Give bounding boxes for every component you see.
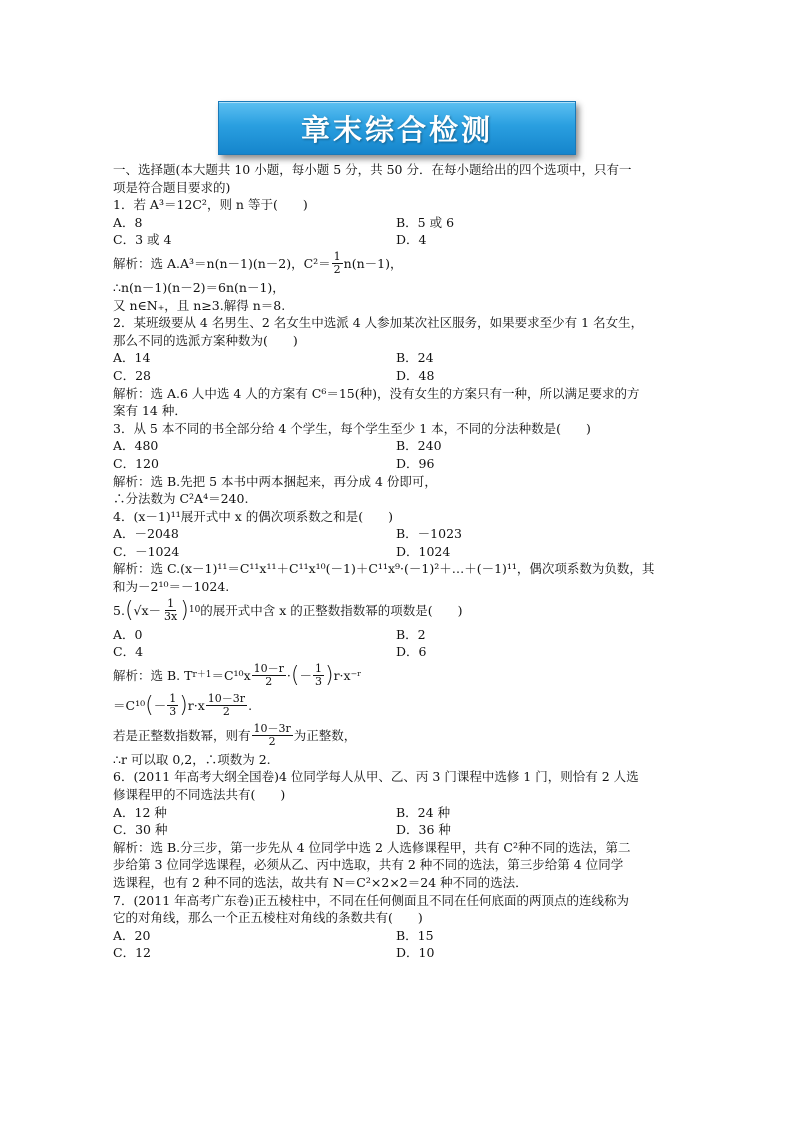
question-3-options (113, 455, 682, 473)
option-b: B．24 种 (396, 804, 451, 820)
question-6-options (113, 804, 682, 822)
fraction: $\frac{1}{3x}$ (164, 597, 178, 624)
question-7-stem: 7．(2011 年高考广东卷)正五棱柱中，不同在任何侧面且不同在任何底面的两顶点的连线称为 (113, 892, 629, 908)
question-3-options (113, 437, 682, 455)
question-5-stem: 5. ( √x－ $\frac{1}{3x}$ ) 10 的展开式中含 x 的正整数指数幂的项数是( ) (113, 597, 463, 624)
option-a: A．20 (113, 927, 151, 943)
question-2-stem-cont: 那么不同的选派方案种数为( ) (113, 332, 298, 348)
option-d: D．6 (396, 644, 427, 660)
option-d: D．96 (396, 455, 435, 471)
option-a: A．14 (113, 350, 151, 366)
question-3-solution-line: ∴分法数为 C²A⁴＝240. (113, 491, 249, 507)
question-5-options (113, 626, 682, 644)
question-4-solution: 解析：选 C.(x－1)¹¹＝C¹¹x¹¹＋C¹¹x¹⁰(－1)＋C¹¹x⁹·(－1)²＋…＋(－1)¹¹，偶次项系数为负数，其 (113, 561, 655, 577)
fraction: $\frac{10-r}{2}$ (253, 662, 284, 689)
section-heading: 一、选择题(本大题共 10 小题，每小题 5 分，共 50 分．在每小题给出的四个选项中，只有一 (113, 162, 632, 177)
question-1-stem: 1．若 A³＝12C²，则 n 等于( ) (113, 197, 308, 213)
fraction: $\frac{10-3r}{2}$ (207, 692, 246, 719)
question-7-options (113, 944, 682, 962)
fraction: $\frac{1}{2}$ (333, 250, 341, 277)
question-1-options (113, 214, 682, 232)
question-2-options (113, 349, 682, 367)
question-6-stem: 6．(2011 年高考大纲全国卷)4 位同学每人从甲、乙、丙 3 门课程中选修 1 门，则恰有 2 人选 (113, 769, 639, 785)
option-c: C．3 或 4 (113, 232, 172, 248)
question-4-options (113, 543, 682, 561)
question-5-options (113, 643, 682, 661)
question-2-solution-line: 案有 14 种． (113, 403, 187, 419)
option-b: B．5 或 6 (396, 214, 455, 230)
question-2-stem: 2．某班级要从 4 名男生、2 名女生中选派 4 人参加某次社区服务，如果要求至少有 1 名女生， (113, 315, 644, 331)
option-a: A．－2048 (113, 526, 179, 542)
option-b: B．240 (396, 438, 442, 454)
question-1-solution-line: 又 n∈N₊，且 n≥3.解得 n＝8. (113, 297, 286, 313)
question-6-solution-line: 选课程，也有 2 种不同的选法，故共有 N＝C²×2×2＝24 种不同的选法． (113, 875, 528, 890)
question-6-stem-cont: 修课程甲的不同选法共有( ) (113, 787, 286, 803)
option-b: B．2 (396, 626, 426, 642)
option-d: D．1024 (396, 543, 451, 559)
option-d: D．10 (396, 945, 435, 961)
question-5-solution: 解析：选 B. T r＋1 ＝C¹⁰x $\frac{10-r}{2}$ · ( － $\frac{1}{3}$ ) r·x⁻ʳ (113, 662, 362, 689)
question-3-solution: 解析：选 B.先把 5 本书中两本捆起来，再分成 4 份即可， (113, 473, 437, 489)
question-2-options (113, 367, 682, 385)
question-7-options (113, 927, 682, 945)
question-2-solution: 解析：选 A.6 人中选 4 人的方案有 C⁶＝15(种)，没有女生的方案只有一种，所以满足要求的方 (113, 385, 640, 401)
question-1-options (113, 231, 682, 249)
option-a: A．0 (113, 626, 143, 642)
question-4-solution-line: 和为－2¹⁰＝－1024. (113, 579, 230, 595)
option-d: D．4 (396, 232, 427, 248)
fraction: $\frac{1}{3}$ (169, 692, 177, 719)
option-a: A．8 (113, 214, 143, 230)
question-6-solution-line: 步给第 3 位同学选课程，必须从乙、丙中选取，共有 2 种不同的选法，第三步给第 4 位同学 (113, 857, 624, 873)
option-b: B．－1023 (396, 526, 462, 542)
question-6-solution: 解析：选 B.分三步，第一步先从 4 位同学中选 2 人选修课程甲，共有 C²种不同的选法，第二 (113, 839, 631, 855)
question-1-solution: 解析：选 A.A³＝n(n－1)(n－2)，C²＝ $\frac{1}{2}$ n(n－1)， (113, 250, 403, 277)
fraction: $\frac{10-3r}{2}$ (253, 722, 291, 749)
question-7-stem-cont: 它的对角线，那么一个正五棱柱对角线的条数共有( ) (113, 910, 423, 926)
option-d: D．48 (396, 367, 435, 383)
option-c: C．4 (113, 644, 144, 660)
question-5-solution-line: ＝C¹⁰ ( － $\frac{1}{3}$ ) r·x $\frac{10-3r}{2}$ . (113, 692, 253, 719)
option-c: C．30 种 (113, 822, 168, 838)
question-6-options (113, 821, 682, 839)
option-c: C．－1024 (113, 543, 180, 559)
question-4-options (113, 525, 682, 543)
section-heading-cont: 项是符合题目要求的) (113, 179, 231, 195)
question-4-stem: 4．(x－1)¹¹展开式中 x 的偶次项系数之和是( ) (113, 508, 393, 524)
option-a: A．480 (113, 438, 159, 454)
question-1-solution-line: ∴n(n－1)(n－2)＝6n(n－1)， (113, 279, 285, 295)
question-5-solution-line: 若是正整数指数幂，则有 $\frac{10-3r}{2}$ 为正整数， (113, 722, 357, 749)
option-c: C．12 (113, 945, 151, 961)
option-b: B．24 (396, 350, 434, 366)
option-d: D．36 种 (396, 822, 451, 838)
question-3-stem: 3．从 5 本不同的书全部分给 4 个学生，每个学生至少 1 本，不同的分法种数是( ) (113, 420, 591, 436)
question-5-solution-line: ∴r 可以取 0,2，∴项数为 2. (113, 751, 271, 767)
page-title: 章末综合检测 (300, 112, 493, 147)
option-c: C．28 (113, 367, 151, 383)
fraction: $\frac{1}{3}$ (314, 662, 322, 689)
option-a: A．12 种 (113, 804, 167, 820)
option-b: B．15 (396, 927, 434, 943)
title-banner (218, 101, 576, 155)
document-body (113, 161, 682, 962)
option-c: C．120 (113, 455, 159, 471)
